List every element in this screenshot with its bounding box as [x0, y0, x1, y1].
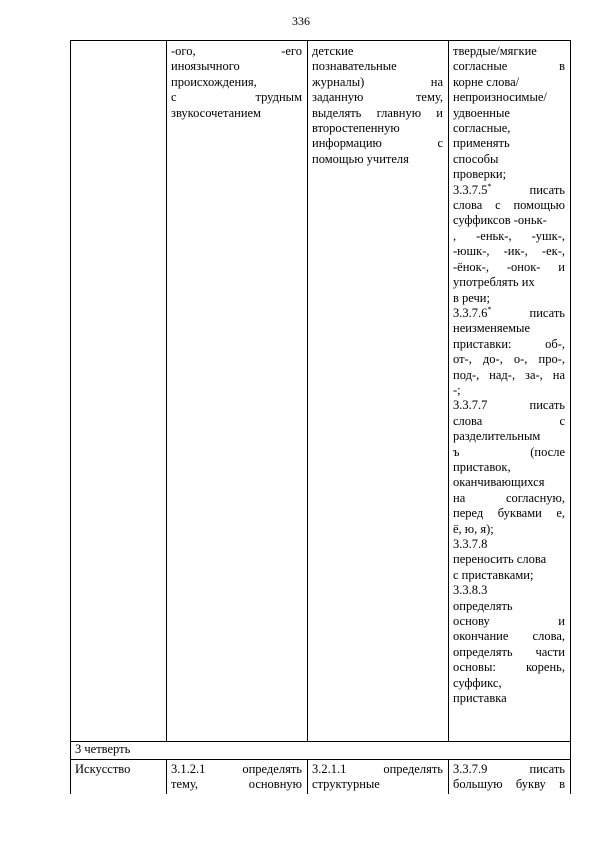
cell-line: -ого, -его	[171, 44, 302, 58]
cell-line: познавательные	[312, 59, 397, 74]
cell-line: выделять главную и	[312, 105, 443, 120]
cell-line: переносить слова	[453, 552, 547, 567]
cell-col4-continued	[453, 44, 565, 706]
cell-col3-continued	[312, 44, 443, 167]
cell-line: 3.3.7.5* писать	[453, 181, 565, 197]
cell-line: от-, до-, о-, про-,	[453, 352, 565, 367]
cell-col4-last-row	[453, 762, 565, 793]
cell-line: , -еньк-, -ушк-,	[453, 228, 565, 243]
quarter-label: 3 четверть	[75, 742, 131, 756]
cell-line: иноязычного	[171, 59, 240, 74]
cell-line: окончание слова,	[453, 629, 565, 644]
cell-line: согласные в	[453, 59, 565, 74]
cell-line: детские	[312, 44, 354, 58]
page-number: 336	[292, 14, 310, 28]
cell-line: твердые/мягкие	[453, 44, 537, 58]
cell-subject: Искусство	[75, 762, 131, 776]
cell-line: заданную тему,	[312, 90, 443, 105]
cell-line: второстепенную	[312, 121, 400, 136]
column-divider-1-last-row	[166, 759, 167, 794]
cell-line: 3.3.7.8	[453, 537, 488, 551]
footnote-asterisk: *	[487, 304, 492, 314]
cell-line: оканчивающихся	[453, 475, 545, 490]
cell-line: звукосочетанием	[171, 105, 261, 120]
column-divider-2-last-row	[307, 759, 308, 794]
column-divider-2	[307, 40, 308, 741]
cell-line: 3.3.8.3	[453, 583, 488, 598]
cell-line: с приставками;	[453, 567, 534, 582]
cell-line: структурные	[312, 777, 380, 792]
cell-line: слова с	[453, 413, 565, 428]
cell-line: -;	[453, 382, 461, 397]
cell-line: основы: корень,	[453, 660, 565, 675]
cell-line: основу и	[453, 614, 565, 629]
cell-line: корне слова/	[453, 74, 520, 89]
cell-line: применять	[453, 136, 510, 151]
cell-line: информацию с	[312, 136, 443, 151]
cell-line: приставка	[453, 691, 507, 706]
cell-line: под-, над-, за-, на	[453, 367, 565, 382]
cell-line: согласные,	[453, 121, 511, 136]
column-divider-3	[448, 40, 449, 741]
cell-line: неизменяемые	[453, 321, 530, 336]
footnote-asterisk: *	[487, 181, 492, 191]
row-border-before-quarter	[70, 741, 570, 742]
cell-line: слова с помощью	[453, 198, 565, 213]
cell-line: 3.3.7.9 писать	[453, 762, 565, 776]
cell-line: 3.2.1.1 определять	[312, 762, 443, 776]
cell-line: определять	[453, 598, 513, 613]
cell-line: перед буквами е,	[453, 506, 565, 521]
cell-line: ё, ю, я);	[453, 521, 494, 536]
cell-col3-last-row	[312, 762, 443, 793]
cell-line: 3.3.7.7 писать	[453, 398, 565, 413]
cell-line: на согласную,	[453, 490, 565, 505]
cell-col2-continued	[171, 44, 302, 121]
cell-line: разделительным	[453, 429, 541, 444]
cell-col2-last-row	[171, 762, 302, 793]
cell-line: -юшк-, -ик-, -ек-,	[453, 244, 565, 259]
cell-line: 3.1.2.1 определять	[171, 762, 302, 776]
cell-line: большую букву в	[453, 777, 565, 792]
cell-line: тему, основную	[171, 777, 302, 792]
cell-line: проверки;	[453, 167, 507, 182]
cell-line: в речи;	[453, 290, 490, 305]
cell-line: употреблять их	[453, 275, 535, 290]
cell-line: ъ (после	[453, 444, 565, 459]
row-border-after-quarter	[70, 759, 570, 760]
table-right-border	[570, 40, 571, 794]
column-divider-1	[166, 40, 167, 741]
cell-line: непроизносимые/	[453, 90, 547, 105]
cell-line: помощью учителя	[312, 151, 409, 166]
cell-line: приставок,	[453, 459, 511, 474]
cell-line: удвоенные	[453, 105, 510, 120]
cell-line: происхождения,	[171, 74, 257, 89]
cell-line: определять части	[453, 644, 565, 659]
cell-line: журналы) на	[312, 74, 443, 89]
table-left-border	[70, 40, 71, 794]
cell-line: с трудным	[171, 90, 302, 105]
cell-line: суффикс,	[453, 675, 502, 690]
table-top-border	[70, 40, 570, 41]
column-divider-3-last-row	[448, 759, 449, 794]
cell-line: способы	[453, 151, 499, 166]
cell-line: -ёнок-, -онок- и	[453, 259, 565, 274]
cell-line: приставки: об-,	[453, 336, 565, 351]
cell-line: 3.3.7.6* писать	[453, 304, 565, 320]
cell-line: суффиксов -оньк-	[453, 213, 547, 228]
